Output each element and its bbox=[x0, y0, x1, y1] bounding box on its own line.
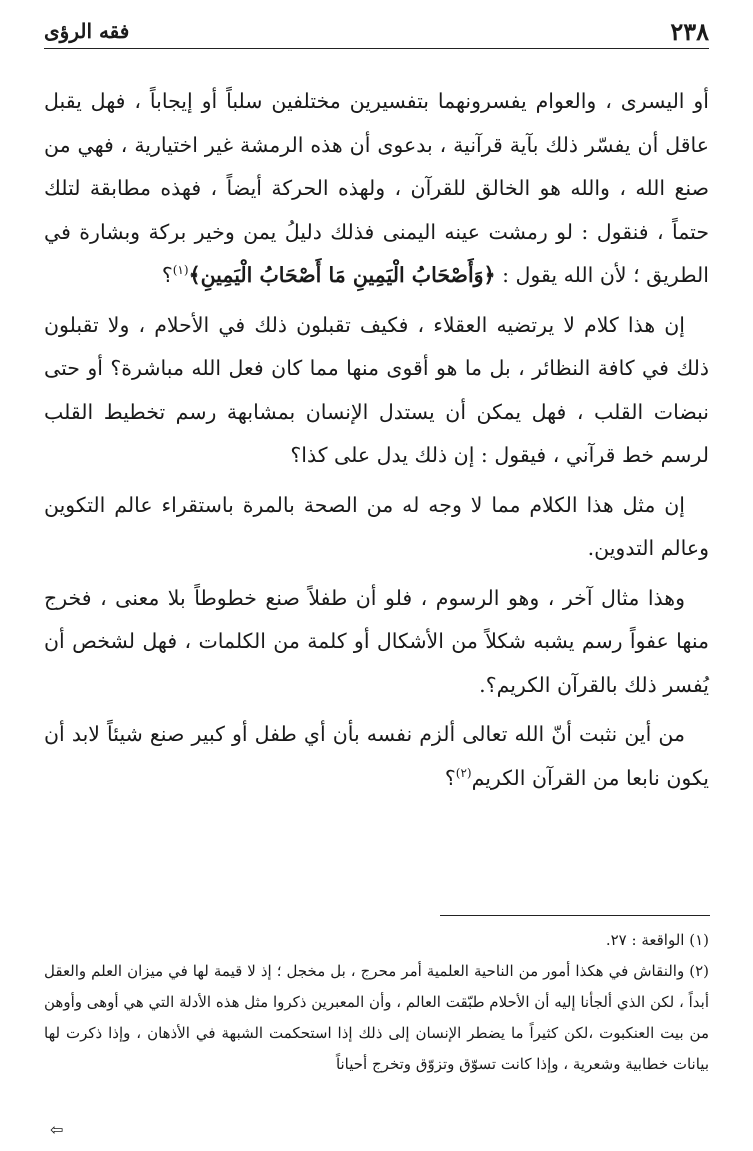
footnotes bbox=[44, 925, 709, 1080]
page-number: ٢٣٨ bbox=[670, 16, 709, 46]
running-title: فقه الرؤى bbox=[44, 19, 130, 43]
footnote-ref-2: (٢) bbox=[455, 765, 472, 780]
page-header bbox=[44, 14, 709, 49]
paragraph-3: إن مثل هذا الكلام مما لا وجه له من الصحة بالمرة باستقراء عالم التكوين وعالم التدوين. bbox=[44, 492, 709, 560]
paragraph-1-end: ؟ bbox=[161, 263, 173, 287]
paragraph-5 bbox=[44, 713, 709, 800]
main-text bbox=[44, 80, 709, 806]
continue-arrow-icon: ⇦ bbox=[50, 1120, 64, 1139]
footnote-1: (١) الواقعة : ٢٧. bbox=[605, 931, 709, 949]
paragraph-5-end: ؟ bbox=[444, 765, 456, 790]
footnote-2: (٢) والنقاش في هكذا أمور من الناحية العلمية أمر محرج ، بل مخجل ؛ إذ لا قيمة لها في ميزان العلم والعقل أبداً ، لكن الذي ألجأنا إليه أن الأحلام طبّقت العالم ، وأن المعبرين ذكروا مثل هذه الأدلة التي هي أوهى وأوهن من بيت العنكبوت ،لكن كثيراً ما يضطر الإنسان إلى ذلك إذا استحكمت الشبهة في الأذهان ، وإذا ذكرت لها بيانات خطابية وشعرية ، وإذا كانت تسوّق وتزوّق وتخرج أحياناً bbox=[44, 962, 709, 1073]
paragraph-2: إن هذا كلام لا يرتضيه العقلاء ، فكيف تقبلون ذلك في الأحلام ، ولا تقبلون ذلك في كافة النظائر ، بل ما هو أقوى منها مما كان فعل الله مباشرة؟ أو حتى نبضات القلب ، فهل يمكن أن يستدل الإنسان بمشابهة رسم تخطيط القلب لرسم خط قرآني ، فيقول : إن ذلك يدل على كذا؟ bbox=[44, 312, 709, 467]
quran-verse: ﴿وَأَصْحَابُ الْيَمِينِ مَا أَصْحَابُ الْيَمِينِ﴾ bbox=[188, 263, 496, 287]
paragraph-5-text: من أين نثبت أنّ الله تعالى ألزم نفسه بأن أي طفل أو كبير صنع شيئاً لابد أن يكون نابعا من القرآن الكريم bbox=[44, 722, 709, 790]
footnote-ref-1: (١) bbox=[172, 263, 189, 278]
paragraph-4: وهذا مثال آخر ، وهو الرسوم ، فلو أن طفلاً صنع خطوطاً بلا معنى ، فخرج منها عفواً رسم يشبه شكلاً من الأشكال أو كلمة من الكلمات ، فهل لشخص أن يُفسر ذلك بالقرآن الكريم؟. bbox=[44, 585, 709, 697]
paragraph-1 bbox=[44, 80, 709, 298]
paragraph-1-text: أو اليسرى ، والعوام يفسرونهما بتفسيرين مختلفين سلباً أو إيجاباً ، فهل يقبل عاقل أن يفسّر ذلك بآية قرآنية ، بدعوى أن هذه الرمشة غير اختيارية ، فهي من صنع الله ، والله هو الخالق للقرآن ، ولهذه الحركة أيضاً ، فهذه مطابقة لتلك حتماً ، فنقول : لو رمشت عينه اليمنى فذلك دليلُ يمن وخير بركة وبشارة في الطريق ؛ لأن الله يقول : bbox=[44, 89, 709, 287]
footnote-separator bbox=[440, 915, 710, 916]
